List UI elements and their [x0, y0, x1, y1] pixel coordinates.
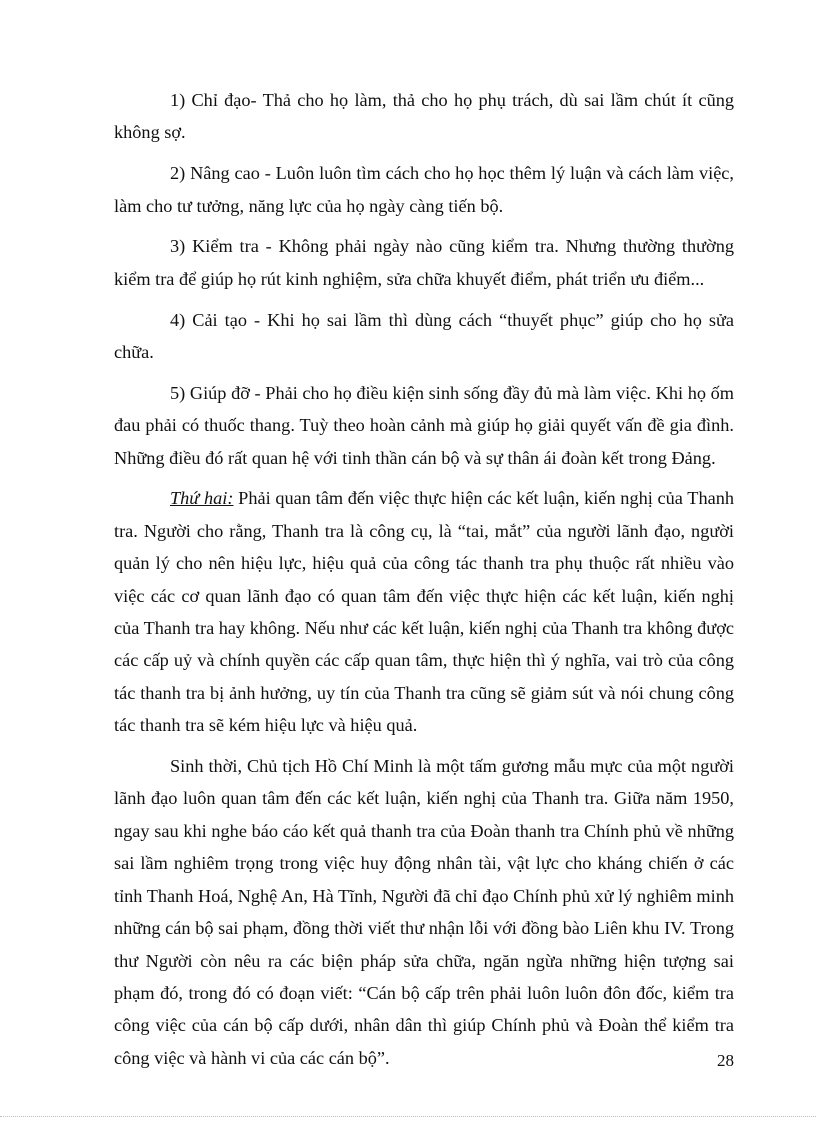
paragraph-point-5: 5) Giúp đỡ - Phải cho họ điều kiện sinh sống đầy đủ mà làm việc. Khi họ ốm đau phải có thuốc thang. Tuỳ theo hoàn cảnh mà giúp họ giải quyết vấn đề gia đình. Những điều đó rất quan hệ với tinh thần cán bộ và sự thân ái đoàn kết trong Đảng. — [114, 382, 734, 468]
paragraph-second-point — [114, 482, 734, 741]
paragraph-closing: Sinh thời, Chủ tịch Hồ Chí Minh là một tấm gương mẫu mực của một người lãnh đạo luôn quan tâm đến các kết luận, kiến nghị của Thanh tra. Giữa năm 1950, ngay sau khi nghe báo cáo kết quả thanh tra của Đoàn thanh tra Chính phủ về những sai lầm nghiêm trọng trong việc huy động nhân tài, vật lực cho kháng chiến ở các tỉnh Thanh Hoá, Nghệ An, Hà Tĩnh, Người đã chỉ đạo Chính phủ xử lý nghiêm minh những cán bộ sai phạm, đồng thời viết thư nhận lỗi với đồng bào Liên khu IV. Trong thư Người còn nêu ra các biện pháp sửa chữa, ngăn ngừa những hiện tượng sai phạm đó, trong đó có đoạn viết: “Cán bộ cấp trên phải luôn luôn đôn đốc, kiểm tra công việc của cán bộ cấp dưới, nhân dân thì giúp Chính phủ và Đoàn thể kiểm tra công việc và hành vi của các cán bộ”. — [114, 756, 734, 1068]
paragraph-point-2: 2) Nâng cao - Luôn luôn tìm cách cho họ học thêm lý luận và cách làm việc, làm cho tư tưởng, năng lực của họ ngày càng tiến bộ. — [114, 163, 734, 216]
paragraph-point-3: 3) Kiểm tra - Không phải ngày nào cũng kiểm tra. Nhưng thường thường kiểm tra để giúp họ rút kinh nghiệm, sửa chữa khuyết điểm, phát triển ưu điểm... — [114, 236, 734, 289]
paragraph-point-4: 4) Cải tạo - Khi họ sai lầm thì dùng cách “thuyết phục” giúp cho họ sửa chữa. — [114, 309, 734, 363]
second-point-text: Phải quan tâm đến việc thực hiện các kết luận, kiến nghị của Thanh tra. Người cho rằng, Thanh tra là công cụ, là “tai, mắt” của người lãnh đạo, người quản lý cho nên hiệu lực, hiệu quả của công tác thanh tra phụ thuộc rất nhiều vào việc các cơ quan lãnh đạo có quan tâm đến việc thực hiện các kết luận, kiến nghị của Thanh tra hay không. Nếu như các kết luận, kiến nghị của Thanh tra không được các cấp uỷ và chính quyền các cấp quan tâm, thực hiện thì ý nghĩa, vai trò của công tác thanh tra bị ảnh hưởng, uy tín của Thanh tra cũng sẽ giảm sút và nói chung công tác thanh tra sẽ kém hiệu lực và hiệu quả. — [114, 488, 734, 736]
paragraph-point-1: 1) Chỉ đạo- Thả cho họ làm, thả cho họ phụ trách, dù sai lầm chút ít cũng không sợ. — [114, 90, 734, 143]
second-point-lead: Thứ hai: — [170, 488, 234, 509]
page-number: 28 — [717, 1051, 734, 1070]
bottom-divider — [0, 1116, 816, 1117]
document-body — [114, 84, 734, 1083]
